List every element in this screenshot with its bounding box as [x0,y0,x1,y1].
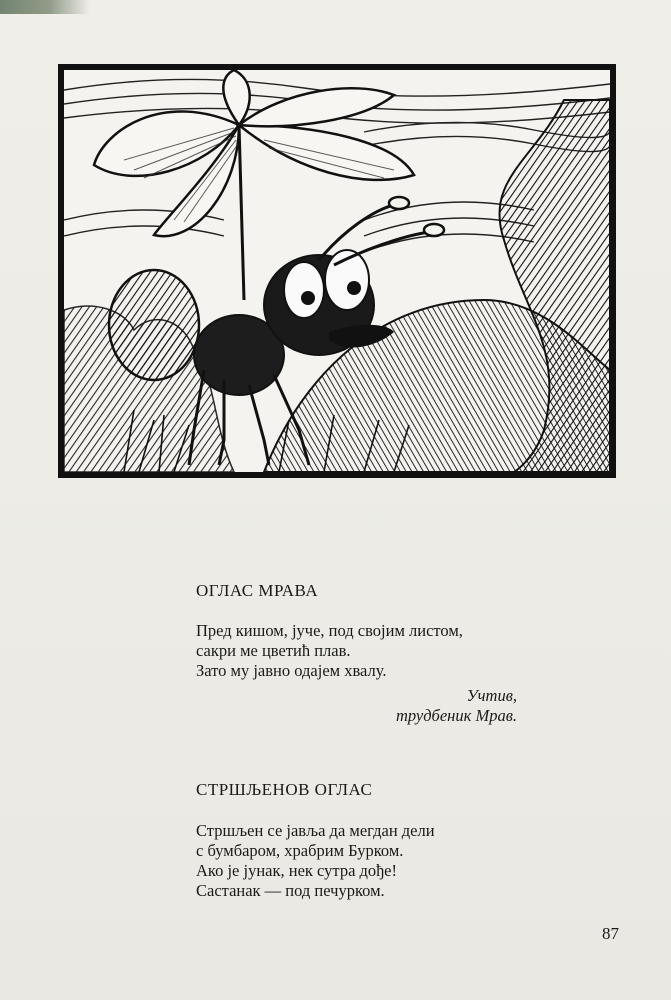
poem2-line-4: Састанак — под печурком. [196,881,385,900]
poem1-line-2: сакри ме цветић плав. [196,641,351,660]
page-corner-shadow [0,0,90,14]
poem1-line-1: Пред кишом, јуче, под својим листом, [196,621,463,640]
poem1-line-3: Зато му јавно одајем хвалу. [196,661,387,680]
poem2-line-1: Стршљен се јавља да мегдан дели [196,821,435,840]
page-number: 87 [602,924,619,943]
ant-under-flower-illustration [58,64,616,478]
poem2-line-2: с бумбаром, храбрим Бурком. [196,841,404,860]
poem2-line-3: Ако је јунак, нек сутра дође! [196,861,397,880]
poem1-title: ОГЛАС МРАВА [196,581,319,600]
poem2-title: СТРШЉЕНОВ ОГЛАС [196,780,373,799]
poem1-signature-2: трудбеник Мрав. [395,706,517,725]
poem1-signature-1: Учтив, [466,686,517,705]
illustration-drawing [64,70,610,472]
